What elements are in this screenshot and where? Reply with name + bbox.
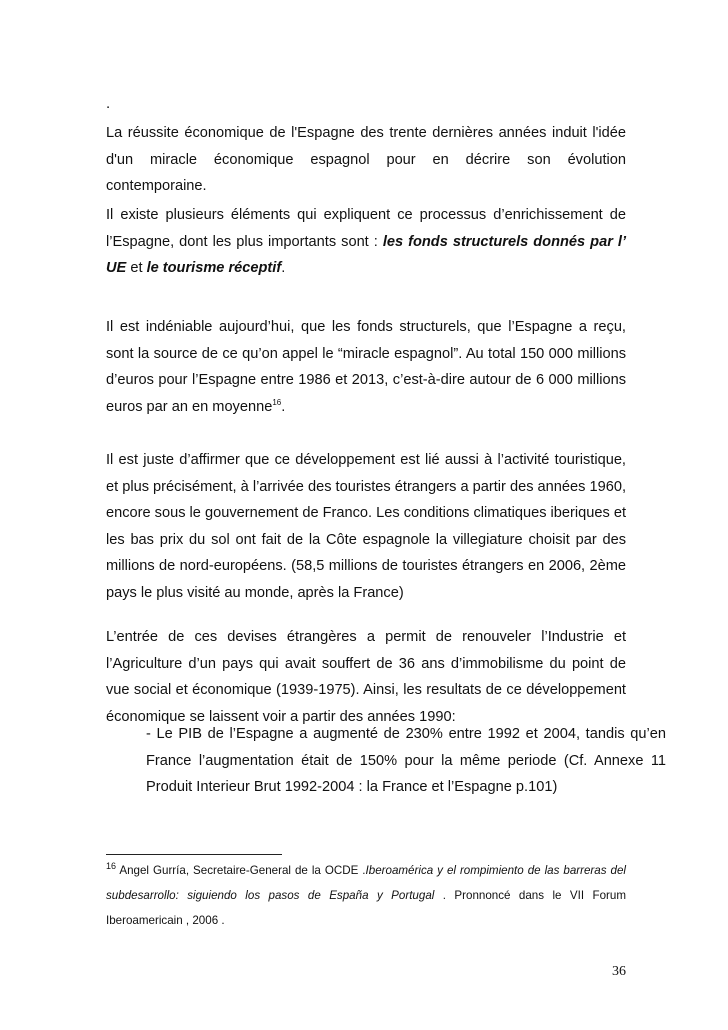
- paragraph-foreign-currency: L’entrée de ces devises étrangères a permit de renouveler l’Industrie et l’Agriculture d’un pays qui avait souffert de 36 ans d’immobilisme du point de vue social et économique (1939-1975). Ainsi, les resultats de ce développement économique se laissent voir a partir des années 1990:: [106, 629, 626, 725]
- period-text: .: [281, 260, 286, 277]
- emphasis-tourism: le tourisme réceptif: [146, 260, 282, 277]
- footnote: [106, 858, 626, 933]
- leading-mark: .: [106, 95, 111, 112]
- conjunction-text: et: [126, 260, 147, 277]
- paragraph-structural-funds: [106, 314, 626, 420]
- paragraph-elements: [106, 202, 626, 282]
- page-number: 36: [612, 964, 626, 979]
- paragraph-elements-text: Il existe plusieurs éléments qui expliquent ce processus d’enrichissement de l’Espagne, dont les plus importants sont :: [106, 207, 626, 250]
- paragraph-gdp: - Le PIB de l’Espagne a augmenté de 230% entre 1992 et 2004, tandis qu’en France l’augmentation était de 150% pour la même periode (Cf. Annexe 11 Produit Interieur Brut 1992-2004 : la France et l’Espagne p.101): [146, 726, 666, 796]
- paragraph-structural-funds-text: Il est indéniable aujourd’hui, que les fonds structurels, que l’Espagne a reçu, sont la source de ce qu’on appel le “miracle espagnol”. Au total 150 000 millions d’euros pour l’Espagne entre 1986 et 2013, c’est-à-dire autour de 6 000 millions euros par an en moyenne: [106, 319, 626, 415]
- paragraph-miracle: La réussite économique de l'Espagne des trente dernières années induit l'idée d'un miracle économique espagnol pour en décrire son évolution contemporaine.: [106, 125, 626, 195]
- footnote-reference[interactable]: 16: [272, 397, 282, 407]
- footnote-author: Angel Gurría, Secretaire-General de la OCDE .: [116, 864, 366, 877]
- footnote-details: . Pronnoncé dans le VII Forum Iberoamericain , 2006 .: [106, 889, 626, 927]
- paragraph-tourism: Il est juste d’affirmer que ce développement est lié aussi à l’activité touristique, et plus précisément, à l’arrivée des touristes étrangers a partir des années 1960, encore sous le gouvernement de Franco. Les conditions climatiques iberiques et les bas prix du sol ont fait de la Côte espagnole la villegiature choisit par des millions de nord-européens. (58,5 millions de touristes étrangers en 2006, 2ème pays le plus visité au monde, après la France): [106, 452, 626, 601]
- period-text: .: [281, 398, 286, 415]
- emphasis-structural-funds: les fonds structurels donnés par l’ UE: [106, 233, 626, 277]
- footnote-number: 16: [106, 861, 117, 872]
- footnote-separator: [106, 854, 282, 855]
- footnote-title: Iberoamérica y el rompimiento de las barreras del subdesarrollo: siguiendo los pasos de España y Portugal: [106, 864, 626, 902]
